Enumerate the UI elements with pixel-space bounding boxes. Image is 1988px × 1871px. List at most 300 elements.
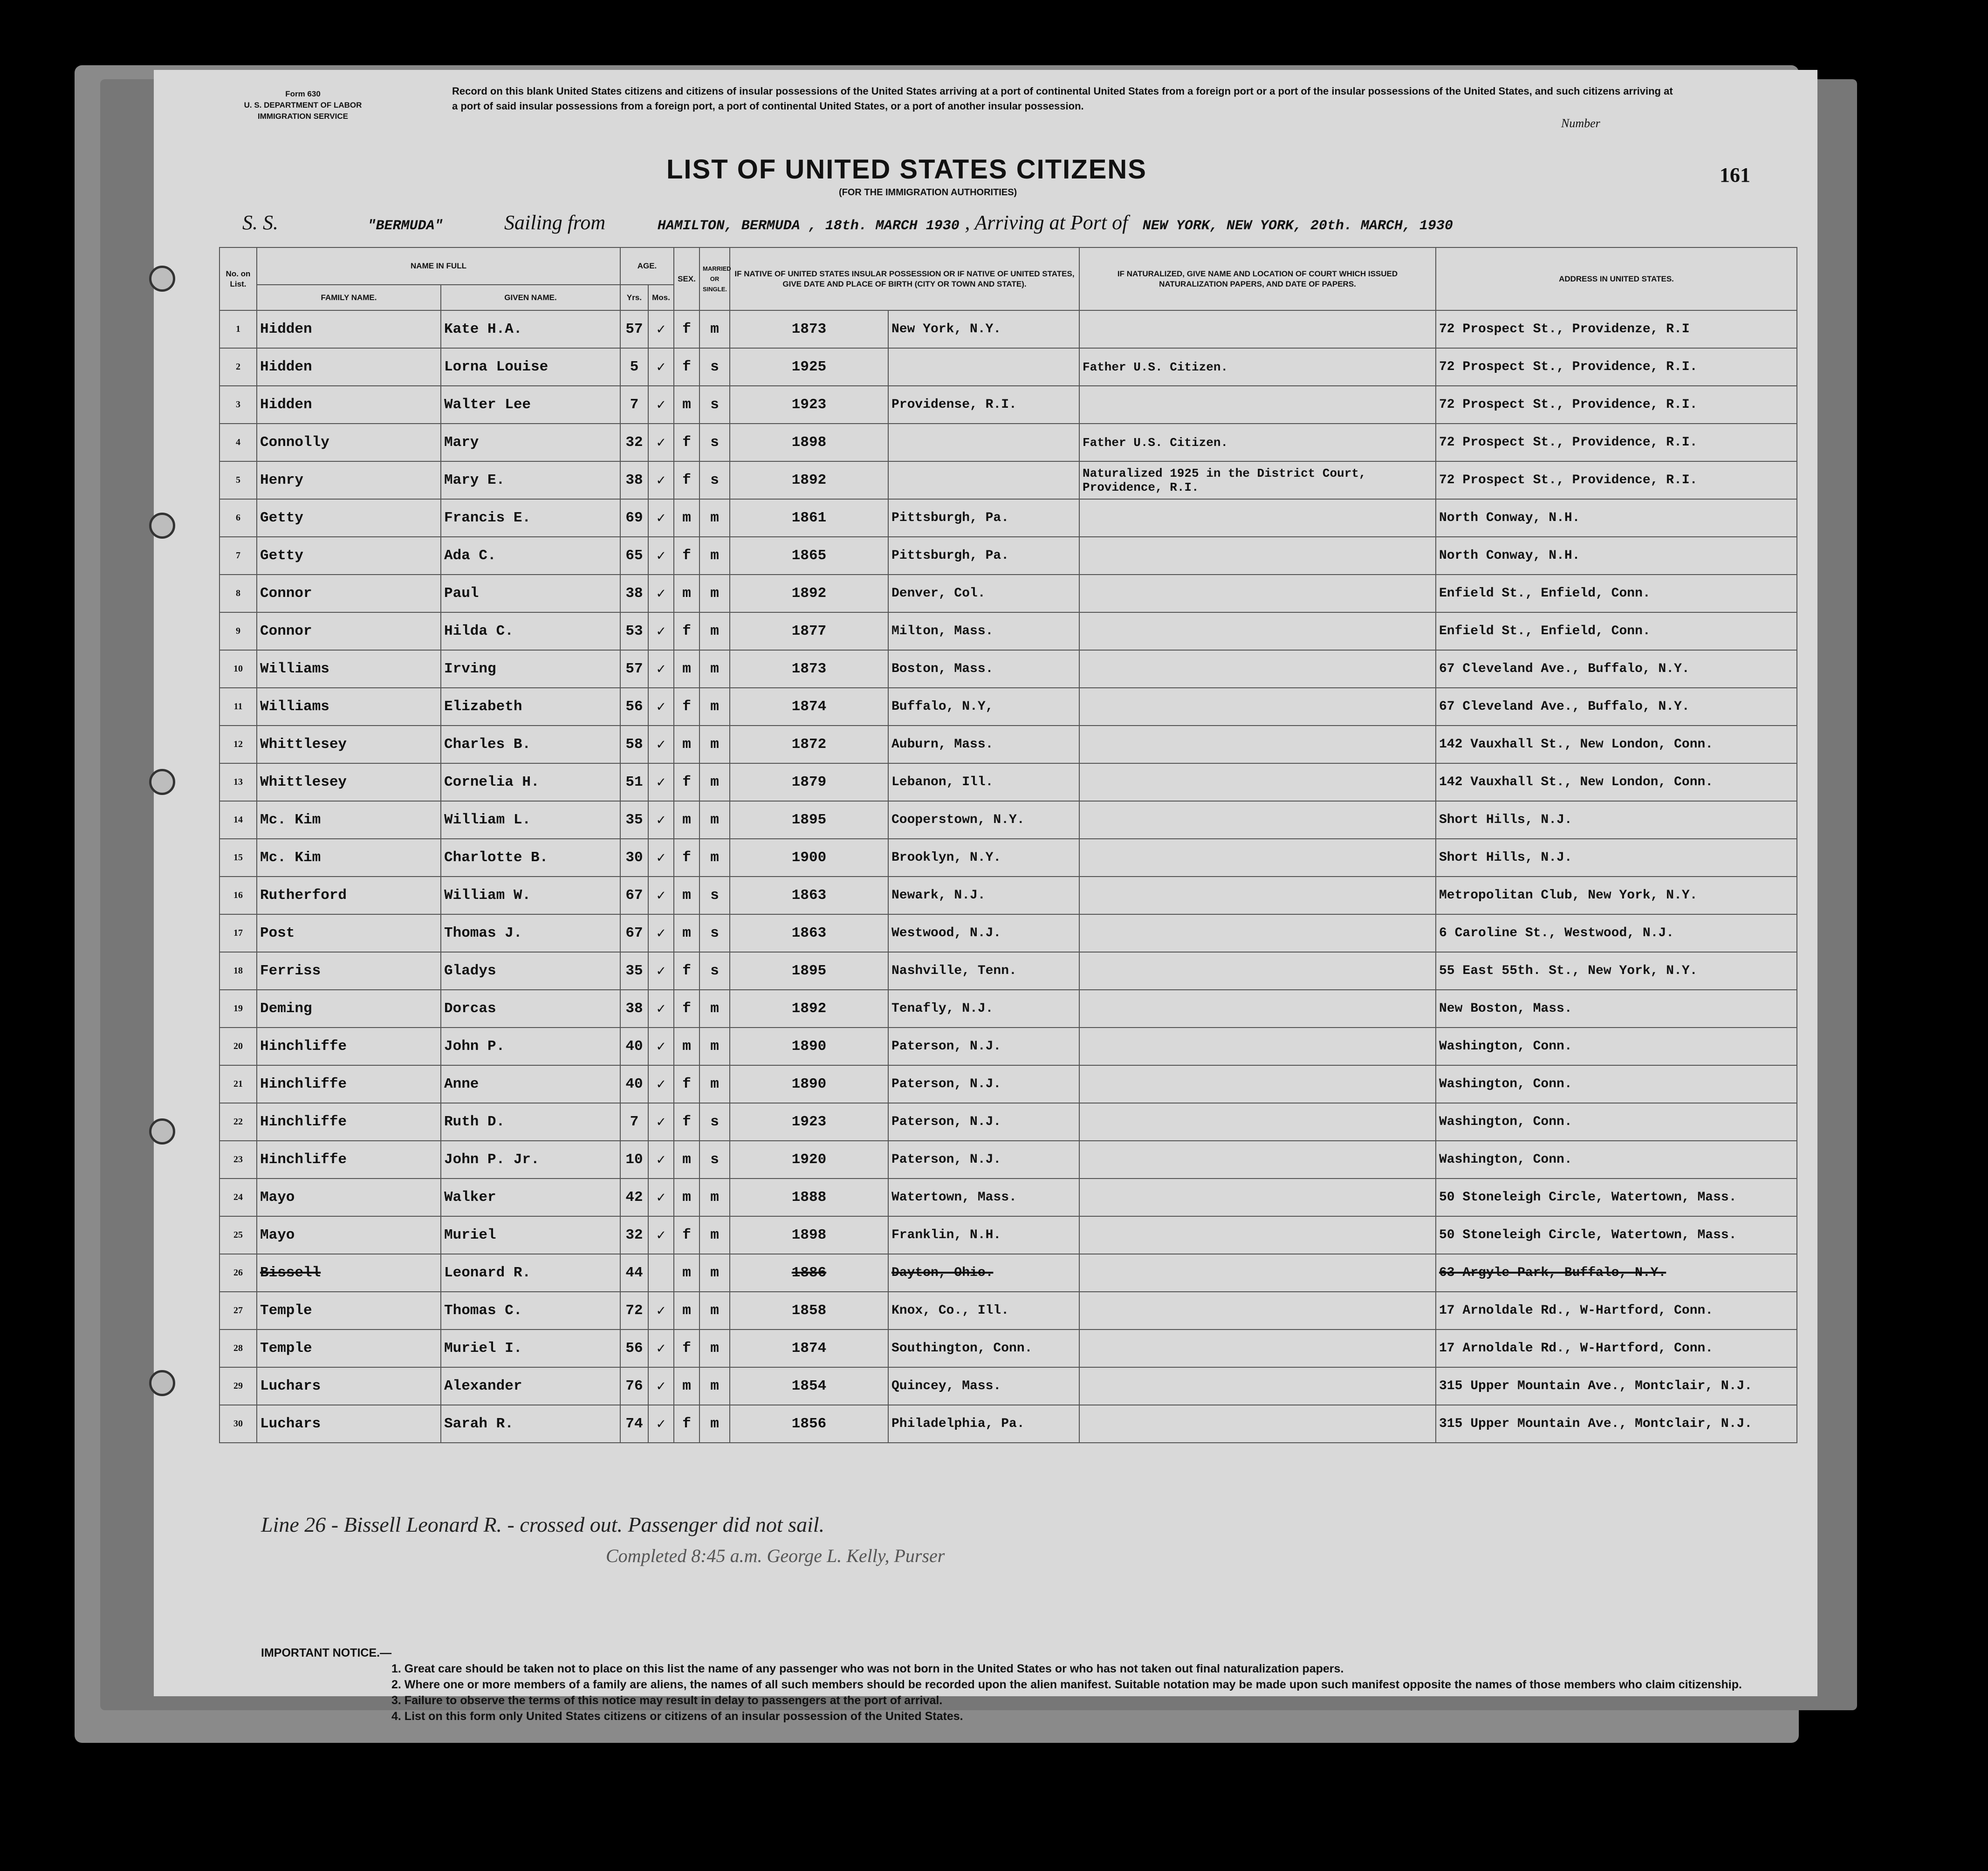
- birth-place: Nashville, Tenn.: [888, 952, 1079, 990]
- age-months: ✓: [648, 914, 674, 952]
- family-name: Rutherford: [257, 877, 441, 914]
- naturalization: [1079, 1065, 1436, 1103]
- sex: f: [674, 424, 699, 461]
- voyage-line: [242, 210, 1453, 234]
- age-years: 40: [620, 1028, 648, 1065]
- birth-place: Cooperstown, N.Y.: [888, 801, 1079, 839]
- marital-status: s: [699, 914, 730, 952]
- marital-status: m: [699, 1405, 730, 1443]
- given-name: Alexander: [441, 1367, 620, 1405]
- row-number: 12: [219, 726, 257, 763]
- birth-place: Buffalo, N.Y,: [888, 688, 1079, 726]
- binder-hole: [149, 513, 175, 539]
- marital-status: m: [699, 1028, 730, 1065]
- naturalization: Father U.S. Citizen.: [1079, 424, 1436, 461]
- birth-place: Newark, N.J.: [888, 877, 1079, 914]
- table-row: [219, 1179, 1797, 1216]
- sex: m: [674, 877, 699, 914]
- table-row: [219, 1065, 1797, 1103]
- given-name: William L.: [441, 801, 620, 839]
- age-months: ✓: [648, 726, 674, 763]
- sex: f: [674, 1065, 699, 1103]
- birth-place: Paterson, N.J.: [888, 1028, 1079, 1065]
- birth-place: Pittsburgh, Pa.: [888, 499, 1079, 537]
- family-name: Hidden: [257, 348, 441, 386]
- given-name: Irving: [441, 650, 620, 688]
- birth-place: Auburn, Mass.: [888, 726, 1079, 763]
- binder-hole: [149, 769, 175, 795]
- age-years: 58: [620, 726, 648, 763]
- birth-year: 1888: [730, 1179, 888, 1216]
- row-number: 5: [219, 461, 257, 499]
- address: Washington, Conn.: [1436, 1103, 1797, 1141]
- age-years: 65: [620, 537, 648, 575]
- marital-status: m: [699, 1330, 730, 1367]
- given-name: John P. Jr.: [441, 1141, 620, 1179]
- naturalization: [1079, 952, 1436, 990]
- given-name: Hilda C.: [441, 612, 620, 650]
- binder-hole: [149, 1118, 175, 1145]
- birth-year: 1874: [730, 688, 888, 726]
- birth-place: Brooklyn, N.Y.: [888, 839, 1079, 877]
- family-name: Hidden: [257, 386, 441, 424]
- family-name: Henry: [257, 461, 441, 499]
- table-row: [219, 763, 1797, 801]
- sex: m: [674, 499, 699, 537]
- marital-status: m: [699, 1216, 730, 1254]
- table-row: [219, 1028, 1797, 1065]
- family-name: Williams: [257, 650, 441, 688]
- age-years: 32: [620, 1216, 648, 1254]
- birth-year: 1890: [730, 1065, 888, 1103]
- table-row: [219, 424, 1797, 461]
- age-months: ✓: [648, 461, 674, 499]
- row-number: 25: [219, 1216, 257, 1254]
- given-name: Leonard R.: [441, 1254, 620, 1292]
- notice-item: 3. Failure to observe the terms of this notice may result in delay to passengers at the port of arrival.: [391, 1694, 943, 1707]
- naturalization: [1079, 537, 1436, 575]
- naturalization: [1079, 612, 1436, 650]
- table-row: [219, 1330, 1797, 1367]
- sex: f: [674, 688, 699, 726]
- sex: f: [674, 839, 699, 877]
- age-months: ✓: [648, 839, 674, 877]
- given-name: Charles B.: [441, 726, 620, 763]
- marital-status: s: [699, 424, 730, 461]
- col-yrs: Yrs.: [620, 285, 648, 310]
- birth-year: 1892: [730, 575, 888, 612]
- marital-status: m: [699, 763, 730, 801]
- row-number: 4: [219, 424, 257, 461]
- birth-place: Paterson, N.J.: [888, 1141, 1079, 1179]
- naturalization: [1079, 1405, 1436, 1443]
- row-number: 30: [219, 1405, 257, 1443]
- marital-status: m: [699, 839, 730, 877]
- address: 67 Cleveland Ave., Buffalo, N.Y.: [1436, 688, 1797, 726]
- row-number: 20: [219, 1028, 257, 1065]
- sex: m: [674, 575, 699, 612]
- row-number: 14: [219, 801, 257, 839]
- row-number: 15: [219, 839, 257, 877]
- age-years: 32: [620, 424, 648, 461]
- family-name: Temple: [257, 1292, 441, 1330]
- marital-status: s: [699, 386, 730, 424]
- address: 142 Vauxhall St., New London, Conn.: [1436, 726, 1797, 763]
- age-years: 42: [620, 1179, 648, 1216]
- address: North Conway, N.H.: [1436, 499, 1797, 537]
- given-name: Thomas C.: [441, 1292, 620, 1330]
- birth-place: [888, 348, 1079, 386]
- sex: f: [674, 1330, 699, 1367]
- marital-status: m: [699, 1254, 730, 1292]
- given-name: Anne: [441, 1065, 620, 1103]
- birth-year: 1925: [730, 348, 888, 386]
- naturalization: [1079, 839, 1436, 877]
- col-birth: IF NATIVE OF UNITED STATES INSULAR POSSESSION OR IF NATIVE OF UNITED STATES, GIVE DATE AND PLACE OF BIRTH (CITY OR TOWN AND STATE).: [730, 247, 1079, 310]
- ship-name: "BERMUDA": [367, 218, 443, 234]
- age-years: 76: [620, 1367, 648, 1405]
- given-name: Kate H.A.: [441, 310, 620, 348]
- age-years: 57: [620, 310, 648, 348]
- birth-year: 1863: [730, 914, 888, 952]
- age-months: ✓: [648, 499, 674, 537]
- notice-item: 2. Where one or more members of a family are aliens, the names of all such members should be recorded upon the alien manifest. Suitable notation may be made upon such manifest opposite the names of those members who claim citizenship.: [391, 1678, 1742, 1691]
- ss-label: S. S.: [242, 211, 278, 234]
- marital-status: s: [699, 877, 730, 914]
- birth-place: Paterson, N.J.: [888, 1065, 1079, 1103]
- table-row: [219, 310, 1797, 348]
- birth-year: 1898: [730, 1216, 888, 1254]
- address: Enfield St., Enfield, Conn.: [1436, 612, 1797, 650]
- given-name: Mary: [441, 424, 620, 461]
- age-months: ✓: [648, 1179, 674, 1216]
- birth-year: 1886: [730, 1254, 888, 1292]
- family-name: Getty: [257, 499, 441, 537]
- passenger-rows: [219, 310, 1797, 1443]
- address: 72 Prospect St., Providence, R.I.: [1436, 461, 1797, 499]
- address: Enfield St., Enfield, Conn.: [1436, 575, 1797, 612]
- address: Washington, Conn.: [1436, 1065, 1797, 1103]
- age-years: 67: [620, 877, 648, 914]
- address: Metropolitan Club, New York, N.Y.: [1436, 877, 1797, 914]
- row-number: 10: [219, 650, 257, 688]
- family-name: Deming: [257, 990, 441, 1028]
- marital-status: m: [699, 650, 730, 688]
- sex: m: [674, 1292, 699, 1330]
- sailing-label: Sailing from: [504, 211, 606, 234]
- given-name: Francis E.: [441, 499, 620, 537]
- row-number: 27: [219, 1292, 257, 1330]
- age-years: 40: [620, 1065, 648, 1103]
- birth-year: 1898: [730, 424, 888, 461]
- birth-year: 1895: [730, 801, 888, 839]
- address: 6 Caroline St., Westwood, N.J.: [1436, 914, 1797, 952]
- marital-status: s: [699, 348, 730, 386]
- age-months: ✓: [648, 424, 674, 461]
- notice-item: 4. List on this form only United States citizens or citizens of an insular possession of the United States.: [391, 1710, 963, 1723]
- row-number: 16: [219, 877, 257, 914]
- notice-item: 1. Great care should be taken not to place on this list the name of any passenger who was not born in the United States or who has not taken out final naturalization papers.: [391, 1662, 1344, 1675]
- address: 67 Cleveland Ave., Buffalo, N.Y.: [1436, 650, 1797, 688]
- marital-status: m: [699, 310, 730, 348]
- birth-year: 1895: [730, 952, 888, 990]
- given-name: Gladys: [441, 952, 620, 990]
- family-name: Getty: [257, 537, 441, 575]
- sex: m: [674, 1179, 699, 1216]
- address: 72 Prospect St., Providenze, R.I: [1436, 310, 1797, 348]
- row-number: 3: [219, 386, 257, 424]
- age-months: ✓: [648, 612, 674, 650]
- address: 142 Vauxhall St., New London, Conn.: [1436, 763, 1797, 801]
- col-name-in-full: NAME IN FULL: [257, 247, 620, 285]
- page-number: 161: [1720, 164, 1750, 186]
- number-label: Number: [1561, 117, 1600, 130]
- birth-year: 1920: [730, 1141, 888, 1179]
- table-row: [219, 1141, 1797, 1179]
- department: U. S. DEPARTMENT OF LABOR: [244, 101, 362, 110]
- family-name: Hinchliffe: [257, 1141, 441, 1179]
- birth-year: 1873: [730, 310, 888, 348]
- sex: m: [674, 650, 699, 688]
- table-row: [219, 1216, 1797, 1254]
- naturalization: [1079, 575, 1436, 612]
- family-name: Bissell: [257, 1254, 441, 1292]
- given-name: Muriel I.: [441, 1330, 620, 1367]
- col-mos: Mos.: [648, 285, 674, 310]
- birth-year: 1890: [730, 1028, 888, 1065]
- naturalization: [1079, 386, 1436, 424]
- table-row: [219, 1405, 1797, 1443]
- address: 63 Argyle Park, Buffalo, N.Y.: [1436, 1254, 1797, 1292]
- row-number: 6: [219, 499, 257, 537]
- naturalization: [1079, 1330, 1436, 1367]
- given-name: Charlotte B.: [441, 839, 620, 877]
- age-months: ✓: [648, 990, 674, 1028]
- birth-year: 1863: [730, 877, 888, 914]
- sex: f: [674, 348, 699, 386]
- binder-hole: [149, 266, 175, 292]
- naturalization: [1079, 688, 1436, 726]
- family-name: Hidden: [257, 310, 441, 348]
- age-years: 38: [620, 461, 648, 499]
- birth-year: 1873: [730, 650, 888, 688]
- age-months: ✓: [648, 952, 674, 990]
- sex: f: [674, 1405, 699, 1443]
- naturalization: [1079, 1141, 1436, 1179]
- page-subtitle: (FOR THE IMMIGRATION AUTHORITIES): [839, 187, 1017, 198]
- col-no: No. on List.: [219, 247, 257, 310]
- given-name: Muriel: [441, 1216, 620, 1254]
- age-years: 7: [620, 386, 648, 424]
- col-age: AGE.: [620, 247, 674, 285]
- col-family-name: FAMILY NAME.: [257, 285, 441, 310]
- sex: f: [674, 310, 699, 348]
- naturalization: [1079, 726, 1436, 763]
- address: 55 East 55th. St., New York, N.Y.: [1436, 952, 1797, 990]
- marital-status: s: [699, 461, 730, 499]
- row-number: 8: [219, 575, 257, 612]
- sex: f: [674, 1103, 699, 1141]
- birth-place: Tenafly, N.J.: [888, 990, 1079, 1028]
- given-name: Mary E.: [441, 461, 620, 499]
- age-months: ✓: [648, 1028, 674, 1065]
- row-number: 23: [219, 1141, 257, 1179]
- table-row: [219, 537, 1797, 575]
- age-months: ✓: [648, 688, 674, 726]
- birth-year: 1892: [730, 990, 888, 1028]
- age-years: 5: [620, 348, 648, 386]
- row-number: 17: [219, 914, 257, 952]
- marital-status: m: [699, 499, 730, 537]
- age-months: ✓: [648, 877, 674, 914]
- marital-status: s: [699, 952, 730, 990]
- table-row: [219, 612, 1797, 650]
- marital-status: m: [699, 688, 730, 726]
- table-row: [219, 650, 1797, 688]
- naturalization: Father U.S. Citizen.: [1079, 348, 1436, 386]
- given-name: Ruth D.: [441, 1103, 620, 1141]
- age-months: ✓: [648, 1141, 674, 1179]
- row-number: 26: [219, 1254, 257, 1292]
- birth-year: 1858: [730, 1292, 888, 1330]
- family-name: Luchars: [257, 1405, 441, 1443]
- family-name: Hinchliffe: [257, 1103, 441, 1141]
- birth-place: Pittsburgh, Pa.: [888, 537, 1079, 575]
- col-married: MARRIED OR SINGLE.: [699, 247, 730, 310]
- table-row: [219, 499, 1797, 537]
- sex: m: [674, 801, 699, 839]
- col-given-name: GIVEN NAME.: [441, 285, 620, 310]
- row-number: 13: [219, 763, 257, 801]
- given-name: Elizabeth: [441, 688, 620, 726]
- sex: m: [674, 914, 699, 952]
- table-row: [219, 1367, 1797, 1405]
- arriving-label: , Arriving at Port of: [965, 211, 1128, 234]
- sex: m: [674, 1254, 699, 1292]
- marital-status: m: [699, 575, 730, 612]
- marital-status: m: [699, 801, 730, 839]
- age-months: ✓: [648, 310, 674, 348]
- row-number: 24: [219, 1179, 257, 1216]
- naturalization: [1079, 877, 1436, 914]
- age-years: 57: [620, 650, 648, 688]
- age-months: ✓: [648, 650, 674, 688]
- birth-year: 1872: [730, 726, 888, 763]
- row-number: 11: [219, 688, 257, 726]
- address: 72 Prospect St., Providence, R.I.: [1436, 424, 1797, 461]
- age-months: ✓: [648, 1065, 674, 1103]
- sex: f: [674, 461, 699, 499]
- given-name: Walter Lee: [441, 386, 620, 424]
- naturalization: [1079, 1216, 1436, 1254]
- birth-place: Westwood, N.J.: [888, 914, 1079, 952]
- form-meta: [182, 89, 424, 122]
- sex: m: [674, 1141, 699, 1179]
- table-row: [219, 801, 1797, 839]
- marital-status: s: [699, 1103, 730, 1141]
- marital-status: m: [699, 537, 730, 575]
- age-years: 10: [620, 1141, 648, 1179]
- table-row: [219, 688, 1797, 726]
- birth-place: Franklin, N.H.: [888, 1216, 1079, 1254]
- given-name: William W.: [441, 877, 620, 914]
- birth-place: Quincey, Mass.: [888, 1367, 1079, 1405]
- table-row: [219, 386, 1797, 424]
- address: 72 Prospect St., Providence, R.I.: [1436, 386, 1797, 424]
- naturalization: [1079, 650, 1436, 688]
- marital-status: m: [699, 1292, 730, 1330]
- form-number: Form 630: [285, 89, 321, 98]
- table-row: [219, 914, 1797, 952]
- address: 17 Arnoldale Rd., W-Hartford, Conn.: [1436, 1330, 1797, 1367]
- age-years: 56: [620, 1330, 648, 1367]
- row-number: 2: [219, 348, 257, 386]
- row-number: 1: [219, 310, 257, 348]
- family-name: Whittlesey: [257, 726, 441, 763]
- marital-status: m: [699, 1367, 730, 1405]
- birth-place: Boston, Mass.: [888, 650, 1079, 688]
- table-row: [219, 877, 1797, 914]
- table-row: [219, 575, 1797, 612]
- birth-place: Providense, R.I.: [888, 386, 1079, 424]
- age-years: 74: [620, 1405, 648, 1443]
- birth-place: Philadelphia, Pa.: [888, 1405, 1079, 1443]
- sex: f: [674, 990, 699, 1028]
- row-number: 19: [219, 990, 257, 1028]
- family-name: Whittlesey: [257, 763, 441, 801]
- marital-status: m: [699, 726, 730, 763]
- naturalization: [1079, 763, 1436, 801]
- page-title: LIST OF UNITED STATES CITIZENS: [666, 154, 1147, 185]
- sex: f: [674, 612, 699, 650]
- important-notice: [261, 1645, 1799, 1724]
- age-months: ✓: [648, 537, 674, 575]
- naturalization: Naturalized 1925 in the District Court, Providence, R.I.: [1079, 461, 1436, 499]
- naturalization: [1079, 1292, 1436, 1330]
- age-months: ✓: [648, 1103, 674, 1141]
- sex: m: [674, 386, 699, 424]
- naturalization: [1079, 1179, 1436, 1216]
- naturalization: [1079, 1254, 1436, 1292]
- birth-year: 1865: [730, 537, 888, 575]
- naturalization: [1079, 1103, 1436, 1141]
- sex: f: [674, 763, 699, 801]
- age-months: ✓: [648, 801, 674, 839]
- table-row: [219, 726, 1797, 763]
- address: Washington, Conn.: [1436, 1141, 1797, 1179]
- line26-note: Line 26 - Bissell Leonard R. - crossed out. Passenger did not sail.: [261, 1513, 825, 1536]
- marital-status: m: [699, 1179, 730, 1216]
- age-months: ✓: [648, 1216, 674, 1254]
- address: New Boston, Mass.: [1436, 990, 1797, 1028]
- family-name: Connor: [257, 575, 441, 612]
- binder-hole: [149, 1370, 175, 1396]
- age-years: 30: [620, 839, 648, 877]
- age-months: ✓: [648, 348, 674, 386]
- birth-place: [888, 424, 1079, 461]
- given-name: Thomas J.: [441, 914, 620, 952]
- family-name: Mc. Kim: [257, 801, 441, 839]
- family-name: Ferriss: [257, 952, 441, 990]
- notice-heading: IMPORTANT NOTICE.—: [261, 1646, 392, 1659]
- marital-status: m: [699, 612, 730, 650]
- row-number: 22: [219, 1103, 257, 1141]
- address: North Conway, N.H.: [1436, 537, 1797, 575]
- table-row: [219, 952, 1797, 990]
- age-years: 69: [620, 499, 648, 537]
- naturalization: [1079, 914, 1436, 952]
- address: Washington, Conn.: [1436, 1028, 1797, 1065]
